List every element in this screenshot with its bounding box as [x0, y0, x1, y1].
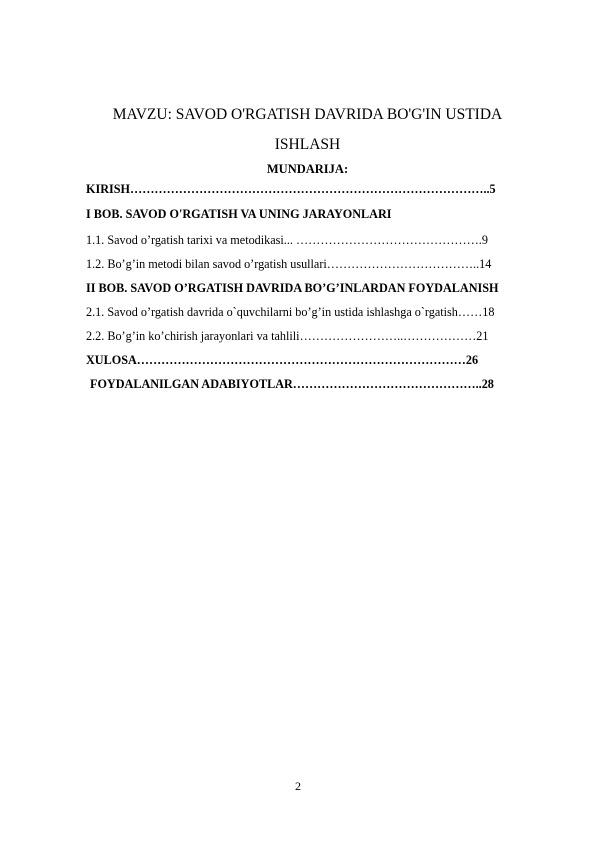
- document-title-line1: MAVZU: SAVOD O'RGATISH DAVRIDA BO'G'IN USTIDA: [112, 106, 503, 123]
- page-number: 2: [295, 779, 301, 793]
- toc-entry-section-2-2: 2.2. Bo’g’in ko’chirish jarayonlari va tahlili……………………..………………21: [86, 329, 489, 343]
- contents-heading: MUNDARIJA:: [266, 162, 349, 176]
- toc-entry-section-1-2: 1.2. Bo’g’in metodi bilan savod o’rgatish usullari………………………………..14: [86, 257, 492, 271]
- toc-entry-chapter-1: I BOB. SAVOD O'RGATISH VA UNING JARAYONLARI: [86, 207, 392, 221]
- toc-entry-kirish: KIRISH……………………………………………………………………………..5: [86, 182, 496, 196]
- document-title-line2: ISHLASH: [274, 136, 341, 153]
- toc-entry-section-1-1: 1.1. Savod o’rgatish tarixi va metodikasi... ……………………………………….9: [86, 233, 488, 247]
- toc-entry-chapter-2: II BOB. SAVOD O’RGATISH DAVRIDA BO’G’INLARDAN FOYDALANISH: [86, 281, 499, 295]
- toc-entry-xulosa: XULOSA………………………………………………………………………26: [86, 353, 479, 367]
- toc-entry-section-2-1: 2.1. Savod o’rgatish davrida o`quvchilarni bo’g’in ustida ishlashga o`rgatish……18: [86, 305, 495, 319]
- toc-entry-references: FOYDALANILGAN ADABIYOTLAR………………………………………..28: [90, 377, 494, 391]
